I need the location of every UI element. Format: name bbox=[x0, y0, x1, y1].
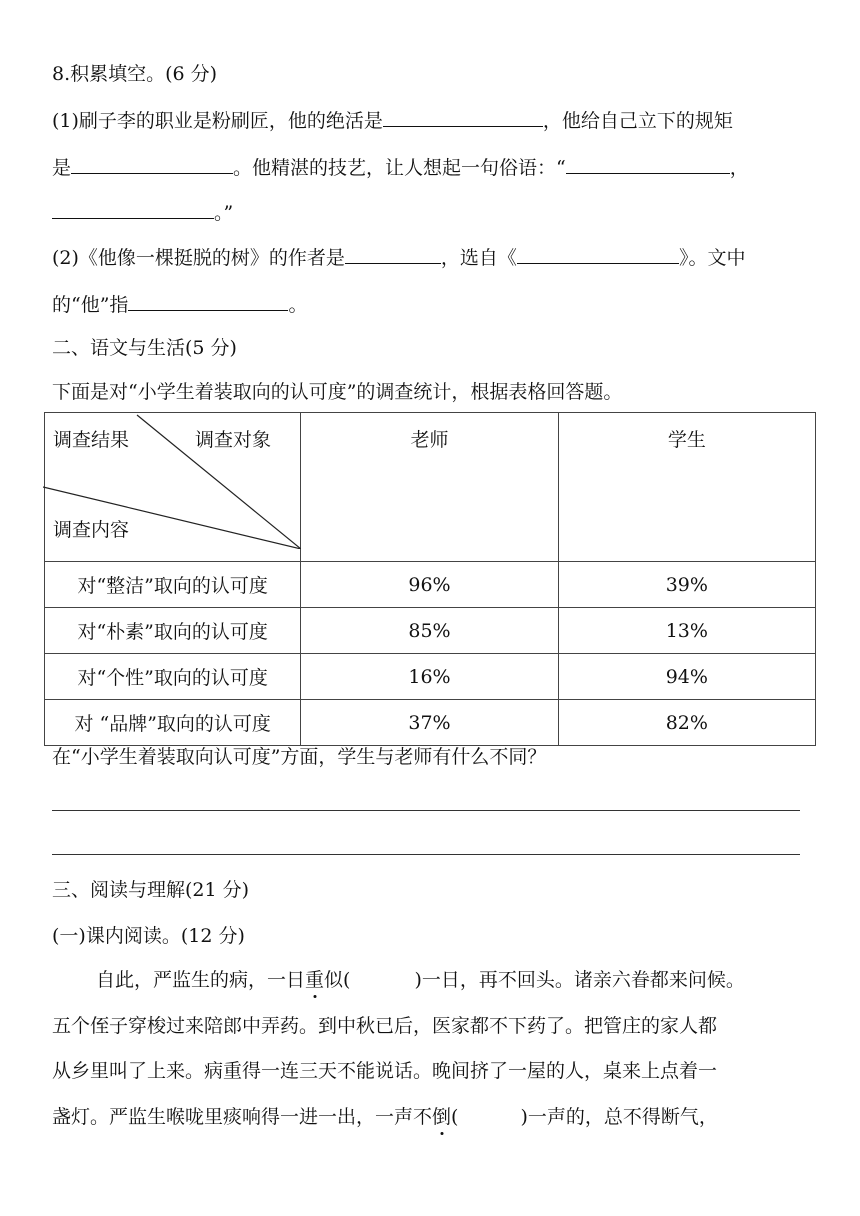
blank-he-refers[interactable] bbox=[128, 292, 288, 311]
passage-line-3: 从乡里叫了上来。病重得一连三天不能说话。晚间挤了一屋的人，桌来上点着一 bbox=[52, 1060, 718, 1082]
answer-line-2[interactable] bbox=[52, 854, 800, 855]
question-8-title: 8.积累填空。(6 分) bbox=[52, 63, 218, 85]
answer-line-1[interactable] bbox=[52, 810, 800, 811]
corner-label-content: 调查内容 bbox=[53, 519, 130, 541]
passage-line-1: 自此，严监生的病，一日重似( )一日，再不回头。诸亲六眷都来问候。 bbox=[96, 969, 745, 991]
table-row bbox=[45, 608, 816, 654]
blank-rule[interactable] bbox=[71, 155, 233, 174]
blank-signature-skill[interactable] bbox=[383, 108, 543, 127]
passage-line-4: 盏灯。严监生喉咙里痰响得一进一出，一声不倒( )一声的，总不得断气， bbox=[52, 1106, 718, 1128]
question-8-part2-line1: (2)《他像一棵挺脱的树》的作者是 ，选自《 》。文中 bbox=[52, 247, 746, 269]
table-row bbox=[45, 700, 816, 746]
row-label: 对“整洁”取向的认可度 bbox=[45, 562, 301, 608]
section-3-sub1: (一)课内阅读。(12 分) bbox=[52, 925, 245, 947]
question-8-part1-line2: 是 。他精湛的技艺，让人想起一句俗语：“ ， bbox=[52, 157, 749, 179]
blank-author[interactable] bbox=[345, 245, 441, 264]
section-2-intro: 下面是对“小学生着装取向的认可度”的调查统计，根据表格回答题。 bbox=[52, 381, 623, 403]
section-3-title: 三、阅读与理解(21 分) bbox=[52, 879, 250, 901]
section-2-question: 在“小学生着装取向认可度”方面，学生与老师有什么不同？ bbox=[52, 746, 547, 768]
table-corner-cell bbox=[45, 413, 301, 562]
teacher-value: 85% bbox=[301, 608, 558, 654]
question-8-part1-line3: 。” bbox=[52, 200, 233, 225]
blank-proverb-2[interactable] bbox=[52, 200, 214, 219]
student-value: 13% bbox=[558, 608, 815, 654]
table-row bbox=[45, 654, 816, 700]
table-header-row bbox=[45, 413, 816, 562]
column-header-student: 学生 bbox=[558, 413, 815, 562]
blank-proverb-1[interactable] bbox=[566, 155, 730, 174]
question-8-part1-line1: (1)刷子李的职业是粉刷匠，他的绝活是 ，他给自己立下的规矩 bbox=[52, 110, 733, 132]
row-label: 对“个性”取向的认可度 bbox=[45, 654, 301, 700]
column-header-teacher: 老师 bbox=[301, 413, 558, 562]
student-value: 39% bbox=[558, 562, 815, 608]
teacher-value: 16% bbox=[301, 654, 558, 700]
dotted-char-dao: 倒 bbox=[432, 1106, 452, 1128]
section-2-title: 二、语文与生活(5 分) bbox=[52, 337, 237, 359]
row-label: 对“朴素”取向的认可度 bbox=[45, 608, 301, 654]
dotted-char-zhong: 重 bbox=[305, 969, 325, 991]
passage-line-2: 五个侄子穿梭过来陪郎中弄药。到中秋已后，医家都不下药了。把管庄的家人都 bbox=[52, 1015, 718, 1037]
row-label: 对 “品牌”取向的认可度 bbox=[45, 700, 301, 746]
teacher-value: 37% bbox=[301, 700, 558, 746]
survey-table bbox=[44, 412, 816, 746]
student-value: 82% bbox=[558, 700, 815, 746]
question-8-part2-line2: 的“他”指 。 bbox=[52, 294, 308, 316]
corner-label-object: 调查对象 bbox=[195, 429, 272, 451]
teacher-value: 96% bbox=[301, 562, 558, 608]
blank-source[interactable] bbox=[517, 245, 679, 264]
student-value: 94% bbox=[558, 654, 815, 700]
table-row bbox=[45, 562, 816, 608]
corner-label-result: 调查结果 bbox=[53, 429, 130, 451]
